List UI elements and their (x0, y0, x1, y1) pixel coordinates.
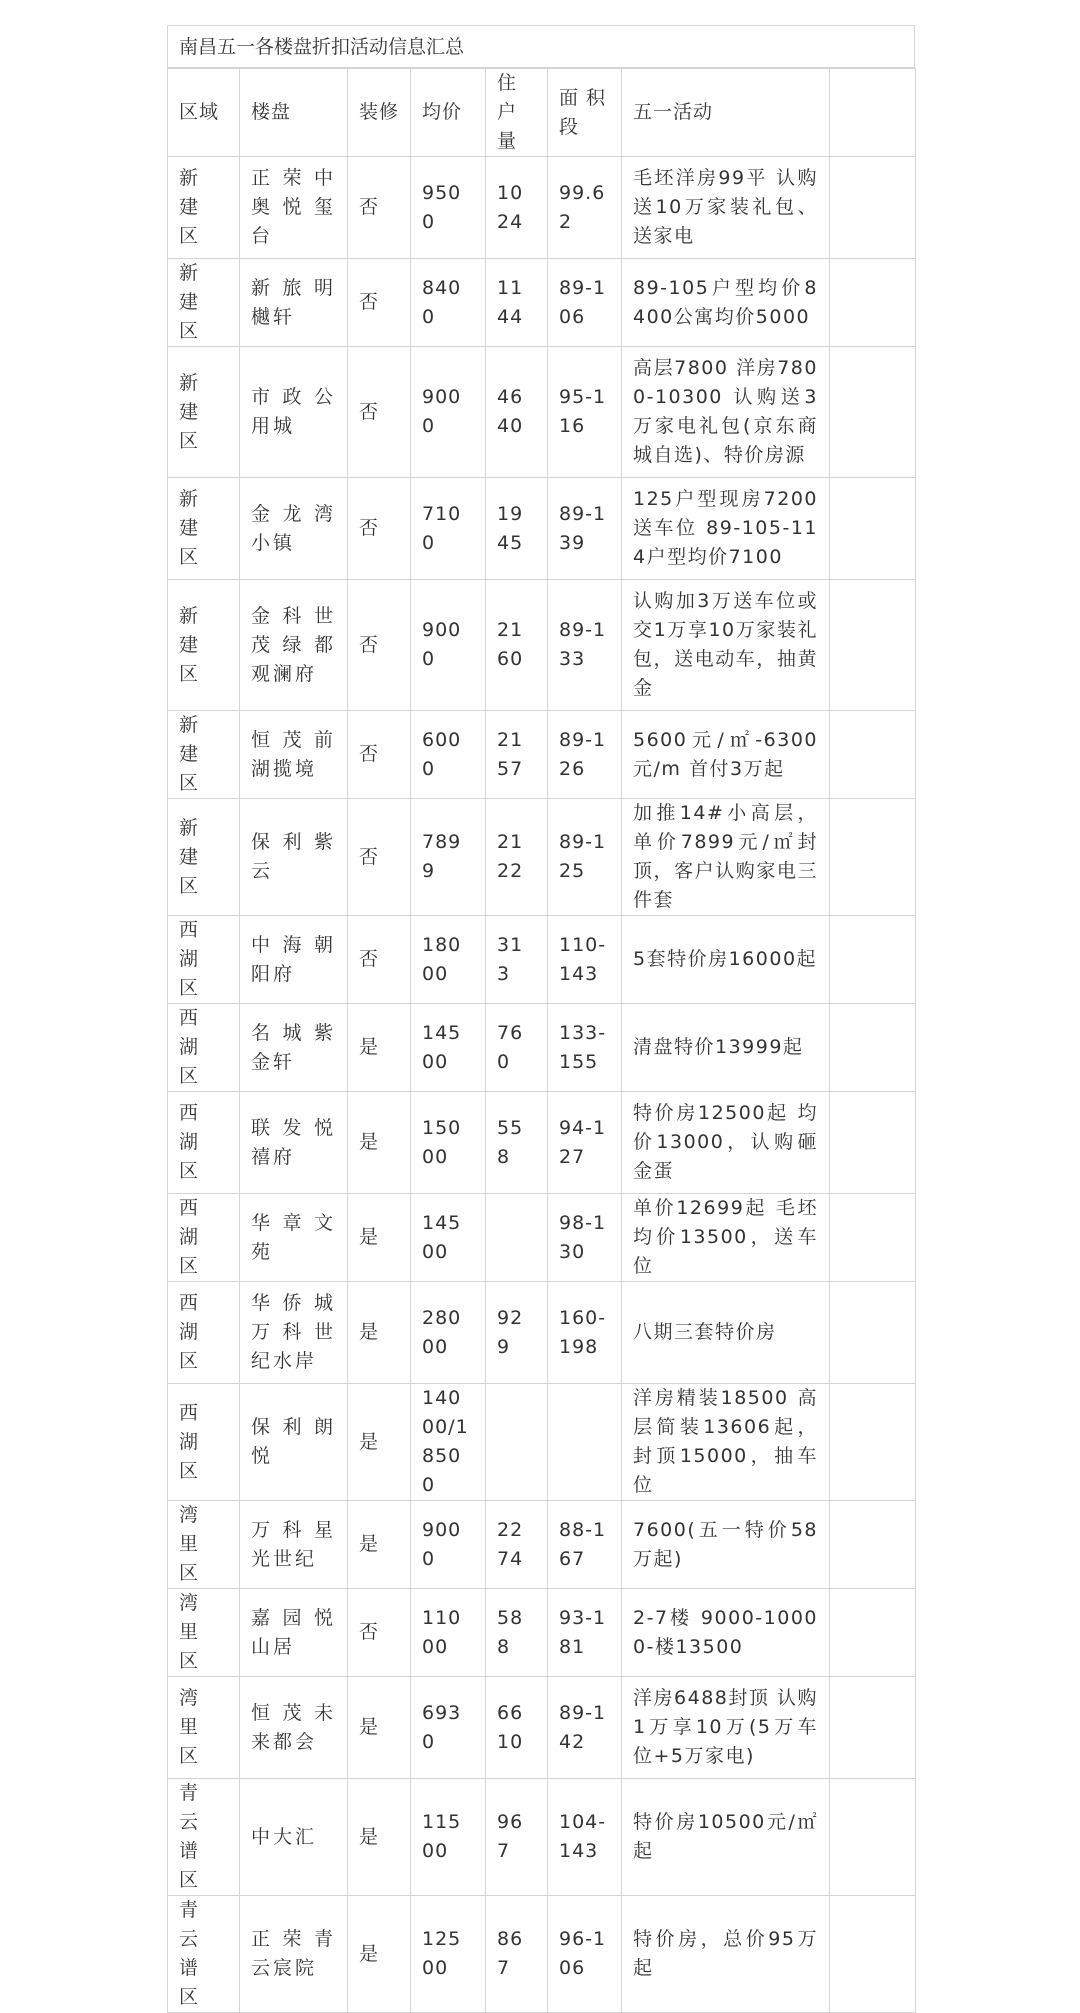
table-row (168, 1194, 916, 1282)
table-row (168, 478, 916, 580)
avg-price-cell: 9000 (411, 1501, 486, 1589)
table-row (168, 1589, 916, 1677)
district-cell: 湾里区 (168, 1501, 240, 1589)
households-cell: 1945 (486, 478, 548, 580)
avg-price-cell: 14500 (411, 1004, 486, 1092)
activity-cell: 特价房，总价95万起 (622, 1896, 830, 2013)
avg-price-cell: 18000 (411, 916, 486, 1004)
activity-cell: 清盘特价13999起 (622, 1004, 830, 1092)
renovated-cell: 是 (348, 1896, 411, 2013)
area-cell: 89-106 (548, 259, 622, 347)
area-cell: 110-143 (548, 916, 622, 1004)
blank-cell (830, 1589, 916, 1677)
district-cell: 新建区 (168, 711, 240, 799)
table-row (168, 1004, 916, 1092)
blank-cell (830, 157, 916, 259)
renovated-cell: 否 (348, 1589, 411, 1677)
district-cell: 湾里区 (168, 1677, 240, 1779)
district-cell: 新建区 (168, 478, 240, 580)
avg-price-cell: 14000/18500 (411, 1384, 486, 1501)
district-cell: 青云谱区 (168, 1779, 240, 1896)
households-cell: 2122 (486, 799, 548, 916)
estate-cell: 名城紫金轩 (240, 1004, 348, 1092)
district-cell: 青云谱区 (168, 1896, 240, 2013)
blank-cell (830, 1004, 916, 1092)
district-cell: 新建区 (168, 157, 240, 259)
table-row (168, 1384, 916, 1501)
activity-cell: 加推14#小高层，单价7899元/㎡封顶，客户认购家电三件套 (622, 799, 830, 916)
estate-cell: 嘉园悦山居 (240, 1589, 348, 1677)
estate-cell: 保利紫云 (240, 799, 348, 916)
header-renovated: 装修 (348, 69, 411, 157)
listing-table (167, 68, 916, 2013)
activity-cell: 八期三套特价房 (622, 1282, 830, 1384)
estate-cell: 新旅明樾轩 (240, 259, 348, 347)
renovated-cell: 否 (348, 347, 411, 478)
avg-price-cell: 28000 (411, 1282, 486, 1384)
activity-cell: 毛坯洋房99平 认购送10万家装礼包、送家电 (622, 157, 830, 259)
avg-price-cell: 12500 (411, 1896, 486, 2013)
activity-cell: 洋房精装18500 高层简装13606起，封顶15000，抽车位 (622, 1384, 830, 1501)
table-row (168, 1282, 916, 1384)
table-row (168, 1677, 916, 1779)
table-row (168, 347, 916, 478)
table-row (168, 259, 916, 347)
households-cell: 1144 (486, 259, 548, 347)
blank-cell (830, 347, 916, 478)
area-cell: 94-127 (548, 1092, 622, 1194)
district-cell: 西湖区 (168, 1004, 240, 1092)
header-area: 面 积段 (548, 69, 622, 157)
households-cell: 2160 (486, 580, 548, 711)
area-cell: 93-181 (548, 1589, 622, 1677)
area-cell: 89-125 (548, 799, 622, 916)
households-cell: 313 (486, 916, 548, 1004)
estate-cell: 华章文苑 (240, 1194, 348, 1282)
header-row (168, 69, 916, 157)
avg-price-cell: 11500 (411, 1779, 486, 1896)
listing-sheet (167, 25, 915, 2013)
households-cell: 4640 (486, 347, 548, 478)
estate-cell: 正荣青云宸院 (240, 1896, 348, 2013)
district-cell: 西湖区 (168, 1092, 240, 1194)
header-activity: 五一活动 (622, 69, 830, 157)
district-cell: 湾里区 (168, 1589, 240, 1677)
avg-price-cell: 11000 (411, 1589, 486, 1677)
renovated-cell: 是 (348, 1194, 411, 1282)
households-cell (486, 1384, 548, 1501)
district-cell: 新建区 (168, 259, 240, 347)
header-households: 住户量 (486, 69, 548, 157)
table-row (168, 1092, 916, 1194)
estate-cell: 金科世茂绿都观澜府 (240, 580, 348, 711)
area-cell: 104-143 (548, 1779, 622, 1896)
area-cell: 160-198 (548, 1282, 622, 1384)
district-cell: 新建区 (168, 580, 240, 711)
table-row (168, 1896, 916, 2013)
avg-price-cell: 6000 (411, 711, 486, 799)
area-cell: 89-126 (548, 711, 622, 799)
area-cell: 89-142 (548, 1677, 622, 1779)
avg-price-cell: 15000 (411, 1092, 486, 1194)
district-cell: 西湖区 (168, 1384, 240, 1501)
renovated-cell: 是 (348, 1282, 411, 1384)
header-district: 区域 (168, 69, 240, 157)
blank-cell (830, 711, 916, 799)
activity-cell: 特价房12500起 均价13000，认购砸金蛋 (622, 1092, 830, 1194)
activity-cell: 高层7800 洋房7800-10300 认购送3万家电礼包(京东商城自选)、特价房源 (622, 347, 830, 478)
avg-price-cell: 9000 (411, 347, 486, 478)
blank-cell (830, 259, 916, 347)
estate-cell: 联发悦禧府 (240, 1092, 348, 1194)
renovated-cell: 是 (348, 1501, 411, 1589)
area-cell: 89-139 (548, 478, 622, 580)
activity-cell: 125户型现房7200送车位 89-105-114户型均价7100 (622, 478, 830, 580)
table-row (168, 1779, 916, 1896)
blank-cell (830, 1384, 916, 1501)
estate-cell: 恒茂未来都会 (240, 1677, 348, 1779)
households-cell: 2157 (486, 711, 548, 799)
avg-price-cell: 7899 (411, 799, 486, 916)
district-cell: 西湖区 (168, 1194, 240, 1282)
estate-cell: 市政公用城 (240, 347, 348, 478)
renovated-cell: 是 (348, 1004, 411, 1092)
avg-price-cell: 9000 (411, 580, 486, 711)
district-cell: 西湖区 (168, 916, 240, 1004)
header-estate: 楼盘 (240, 69, 348, 157)
estate-cell: 中大汇 (240, 1779, 348, 1896)
sheet-title: 南昌五一各楼盘折扣活动信息汇总 (167, 25, 915, 68)
renovated-cell: 是 (348, 1779, 411, 1896)
table-row (168, 711, 916, 799)
blank-cell (830, 1194, 916, 1282)
blank-cell (830, 478, 916, 580)
avg-price-cell: 6930 (411, 1677, 486, 1779)
renovated-cell: 是 (348, 1677, 411, 1779)
estate-cell: 华侨城万科世纪水岸 (240, 1282, 348, 1384)
area-cell: 96-106 (548, 1896, 622, 2013)
households-cell: 6610 (486, 1677, 548, 1779)
households-cell: 2274 (486, 1501, 548, 1589)
blank-cell (830, 1501, 916, 1589)
estate-cell: 恒茂前湖揽境 (240, 711, 348, 799)
activity-cell: 5600元/㎡-6300元/m 首付3万起 (622, 711, 830, 799)
households-cell: 1024 (486, 157, 548, 259)
table-row (168, 580, 916, 711)
district-cell: 新建区 (168, 799, 240, 916)
activity-cell: 特价房10500元/㎡起 (622, 1779, 830, 1896)
table-row (168, 916, 916, 1004)
blank-cell (830, 580, 916, 711)
table-row (168, 1501, 916, 1589)
blank-cell (830, 1677, 916, 1779)
households-cell: 760 (486, 1004, 548, 1092)
activity-cell: 5套特价房16000起 (622, 916, 830, 1004)
estate-cell: 万科星光世纪 (240, 1501, 348, 1589)
households-cell: 967 (486, 1779, 548, 1896)
table-row (168, 799, 916, 916)
renovated-cell: 否 (348, 711, 411, 799)
households-cell: 558 (486, 1092, 548, 1194)
activity-cell: 洋房6488封顶 认购1万享10万(5万车位+5万家电) (622, 1677, 830, 1779)
area-cell (548, 1384, 622, 1501)
households-cell: 867 (486, 1896, 548, 2013)
activity-cell: 认购加3万送车位或交1万享10万家装礼包，送电动车，抽黄金 (622, 580, 830, 711)
header-blank (830, 69, 916, 157)
blank-cell (830, 799, 916, 916)
renovated-cell: 是 (348, 1384, 411, 1501)
estate-cell: 中海朝阳府 (240, 916, 348, 1004)
households-cell: 588 (486, 1589, 548, 1677)
table-row (168, 157, 916, 259)
renovated-cell: 否 (348, 478, 411, 580)
header-avg-price: 均价 (411, 69, 486, 157)
area-cell: 133-155 (548, 1004, 622, 1092)
area-cell: 89-133 (548, 580, 622, 711)
blank-cell (830, 1896, 916, 2013)
district-cell: 新建区 (168, 347, 240, 478)
households-cell (486, 1194, 548, 1282)
blank-cell (830, 1779, 916, 1896)
households-cell: 929 (486, 1282, 548, 1384)
renovated-cell: 否 (348, 259, 411, 347)
activity-cell: 单价12699起 毛坯均价13500，送车位 (622, 1194, 830, 1282)
avg-price-cell: 14500 (411, 1194, 486, 1282)
renovated-cell: 是 (348, 1092, 411, 1194)
renovated-cell: 否 (348, 916, 411, 1004)
blank-cell (830, 916, 916, 1004)
avg-price-cell: 8400 (411, 259, 486, 347)
renovated-cell: 否 (348, 580, 411, 711)
area-cell: 98-130 (548, 1194, 622, 1282)
estate-cell: 正荣中奥悦玺台 (240, 157, 348, 259)
area-cell: 95-116 (548, 347, 622, 478)
estate-cell: 金龙湾小镇 (240, 478, 348, 580)
area-cell: 99.62 (548, 157, 622, 259)
estate-cell: 保利朗悦 (240, 1384, 348, 1501)
activity-cell: 7600(五一特价58万起) (622, 1501, 830, 1589)
area-cell: 88-167 (548, 1501, 622, 1589)
renovated-cell: 否 (348, 157, 411, 259)
activity-cell: 89-105户型均价8400公寓均价5000 (622, 259, 830, 347)
avg-price-cell: 9500 (411, 157, 486, 259)
avg-price-cell: 7100 (411, 478, 486, 580)
district-cell: 西湖区 (168, 1282, 240, 1384)
blank-cell (830, 1092, 916, 1194)
activity-cell: 2-7楼 9000-10000-楼13500 (622, 1589, 830, 1677)
renovated-cell: 否 (348, 799, 411, 916)
blank-cell (830, 1282, 916, 1384)
